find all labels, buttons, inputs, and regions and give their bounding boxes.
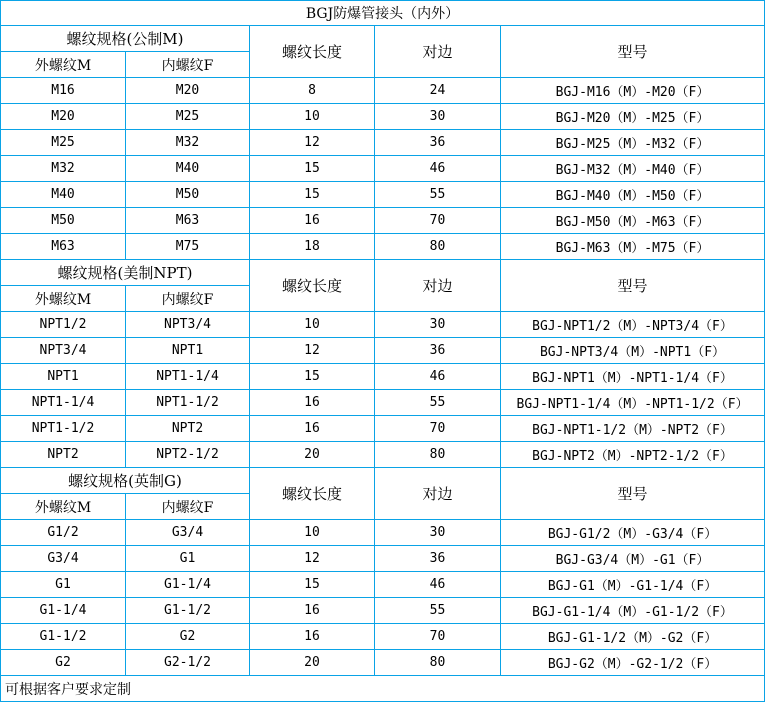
- across-flats-cell: 46: [375, 572, 501, 598]
- section-header-row: [1, 26, 765, 52]
- thread-spec-label: 螺纹规格(公制M): [1, 26, 250, 52]
- across-flats-header: 对边: [375, 468, 501, 520]
- table-row: [1, 130, 765, 156]
- model-cell: BGJ-M40（M）-M50（F）: [501, 182, 765, 208]
- table-row: [1, 234, 765, 260]
- female-thread-cell: NPT2: [126, 416, 250, 442]
- section-header-row: [1, 260, 765, 286]
- thread-length-cell: 16: [250, 624, 375, 650]
- male-thread-cell: G1/2: [1, 520, 126, 546]
- female-thread-cell: NPT3/4: [126, 312, 250, 338]
- thread-length-cell: 15: [250, 156, 375, 182]
- customization-note: 可根据客户要求定制: [1, 676, 765, 702]
- model-header: 型号: [501, 26, 765, 78]
- male-thread-cell: G2: [1, 650, 126, 676]
- female-thread-cell: M50: [126, 182, 250, 208]
- across-flats-cell: 70: [375, 624, 501, 650]
- across-flats-cell: 70: [375, 208, 501, 234]
- male-thread-cell: M32: [1, 156, 126, 182]
- thread-length-cell: 15: [250, 364, 375, 390]
- thread-length-cell: 10: [250, 104, 375, 130]
- thread-length-cell: 16: [250, 208, 375, 234]
- across-flats-header: 对边: [375, 26, 501, 78]
- table-row: [1, 78, 765, 104]
- table-row: [1, 624, 765, 650]
- table-row: [1, 104, 765, 130]
- table-row: [1, 208, 765, 234]
- male-thread-header: 外螺纹M: [1, 286, 126, 312]
- female-thread-cell: G1-1/2: [126, 598, 250, 624]
- female-thread-header: 内螺纹F: [126, 52, 250, 78]
- across-flats-cell: 80: [375, 442, 501, 468]
- across-flats-cell: 80: [375, 234, 501, 260]
- across-flats-cell: 46: [375, 364, 501, 390]
- across-flats-cell: 55: [375, 390, 501, 416]
- table-row: [1, 390, 765, 416]
- female-thread-cell: G2: [126, 624, 250, 650]
- across-flats-cell: 46: [375, 156, 501, 182]
- table-row: [1, 312, 765, 338]
- thread-length-header: 螺纹长度: [250, 26, 375, 78]
- thread-length-cell: 12: [250, 130, 375, 156]
- across-flats-cell: 55: [375, 182, 501, 208]
- table-row: [1, 572, 765, 598]
- model-cell: BGJ-M20（M）-M25（F）: [501, 104, 765, 130]
- thread-length-cell: 10: [250, 520, 375, 546]
- model-header: 型号: [501, 468, 765, 520]
- model-cell: BGJ-G1/2（M）-G3/4（F）: [501, 520, 765, 546]
- male-thread-cell: M40: [1, 182, 126, 208]
- model-cell: BGJ-G1（M）-G1-1/4（F）: [501, 572, 765, 598]
- female-thread-cell: NPT1-1/2: [126, 390, 250, 416]
- table-row: [1, 156, 765, 182]
- thread-length-cell: 12: [250, 338, 375, 364]
- model-cell: BGJ-G1-1/4（M）-G1-1/2（F）: [501, 598, 765, 624]
- male-thread-cell: NPT1-1/4: [1, 390, 126, 416]
- table-row: [1, 598, 765, 624]
- model-cell: BGJ-G1-1/2（M）-G2（F）: [501, 624, 765, 650]
- female-thread-cell: M20: [126, 78, 250, 104]
- model-cell: BGJ-NPT1/2（M）-NPT3/4（F）: [501, 312, 765, 338]
- male-thread-cell: M25: [1, 130, 126, 156]
- female-thread-cell: NPT1-1/4: [126, 364, 250, 390]
- across-flats-cell: 55: [375, 598, 501, 624]
- table-title: BGJ防爆管接头（内外）: [1, 1, 765, 26]
- model-cell: BGJ-NPT1-1/4（M）-NPT1-1/2（F）: [501, 390, 765, 416]
- table-row: [1, 338, 765, 364]
- female-thread-header: 内螺纹F: [126, 494, 250, 520]
- table-row: [1, 650, 765, 676]
- section-header-row: [1, 468, 765, 494]
- male-thread-cell: NPT1: [1, 364, 126, 390]
- thread-length-cell: 20: [250, 442, 375, 468]
- male-thread-cell: M63: [1, 234, 126, 260]
- female-thread-cell: G2-1/2: [126, 650, 250, 676]
- thread-length-cell: 18: [250, 234, 375, 260]
- male-thread-cell: G3/4: [1, 546, 126, 572]
- model-cell: BGJ-NPT1-1/2（M）-NPT2（F）: [501, 416, 765, 442]
- thread-length-header: 螺纹长度: [250, 260, 375, 312]
- model-cell: BGJ-NPT3/4（M）-NPT1（F）: [501, 338, 765, 364]
- thread-length-cell: 16: [250, 598, 375, 624]
- female-thread-cell: M32: [126, 130, 250, 156]
- male-thread-cell: G1-1/4: [1, 598, 126, 624]
- across-flats-cell: 30: [375, 520, 501, 546]
- model-cell: BGJ-M63（M）-M75（F）: [501, 234, 765, 260]
- male-thread-cell: NPT1-1/2: [1, 416, 126, 442]
- model-cell: BGJ-G3/4（M）-G1（F）: [501, 546, 765, 572]
- thread-length-cell: 12: [250, 546, 375, 572]
- male-thread-cell: G1: [1, 572, 126, 598]
- model-header: 型号: [501, 260, 765, 312]
- across-flats-cell: 70: [375, 416, 501, 442]
- across-flats-cell: 30: [375, 104, 501, 130]
- table-row: [1, 520, 765, 546]
- female-thread-cell: M63: [126, 208, 250, 234]
- female-thread-cell: NPT2-1/2: [126, 442, 250, 468]
- male-thread-header: 外螺纹M: [1, 494, 126, 520]
- table-row: [1, 182, 765, 208]
- model-cell: BGJ-G2（M）-G2-1/2（F）: [501, 650, 765, 676]
- table-row: [1, 416, 765, 442]
- note-row: [1, 676, 765, 702]
- male-thread-header: 外螺纹M: [1, 52, 126, 78]
- female-thread-cell: M75: [126, 234, 250, 260]
- across-flats-cell: 36: [375, 546, 501, 572]
- thread-length-header: 螺纹长度: [250, 468, 375, 520]
- male-thread-cell: M20: [1, 104, 126, 130]
- female-thread-cell: G1: [126, 546, 250, 572]
- model-cell: BGJ-M50（M）-M63（F）: [501, 208, 765, 234]
- across-flats-cell: 24: [375, 78, 501, 104]
- male-thread-cell: G1-1/2: [1, 624, 126, 650]
- model-cell: BGJ-M32（M）-M40（F）: [501, 156, 765, 182]
- table-row: [1, 442, 765, 468]
- spec-table-body: [1, 1, 765, 702]
- thread-spec-label: 螺纹规格(英制G): [1, 468, 250, 494]
- across-flats-header: 对边: [375, 260, 501, 312]
- male-thread-cell: M50: [1, 208, 126, 234]
- model-cell: BGJ-NPT1（M）-NPT1-1/4（F）: [501, 364, 765, 390]
- male-thread-cell: M16: [1, 78, 126, 104]
- male-thread-cell: NPT3/4: [1, 338, 126, 364]
- thread-length-cell: 20: [250, 650, 375, 676]
- thread-length-cell: 8: [250, 78, 375, 104]
- thread-length-cell: 10: [250, 312, 375, 338]
- thread-length-cell: 16: [250, 416, 375, 442]
- female-thread-header: 内螺纹F: [126, 286, 250, 312]
- female-thread-cell: G3/4: [126, 520, 250, 546]
- thread-length-cell: 15: [250, 572, 375, 598]
- female-thread-cell: G1-1/4: [126, 572, 250, 598]
- female-thread-cell: M40: [126, 156, 250, 182]
- model-cell: BGJ-NPT2（M）-NPT2-1/2（F）: [501, 442, 765, 468]
- male-thread-cell: NPT1/2: [1, 312, 126, 338]
- across-flats-cell: 30: [375, 312, 501, 338]
- title-row: [1, 1, 765, 26]
- across-flats-cell: 36: [375, 130, 501, 156]
- thread-length-cell: 15: [250, 182, 375, 208]
- model-cell: BGJ-M25（M）-M32（F）: [501, 130, 765, 156]
- female-thread-cell: M25: [126, 104, 250, 130]
- thread-length-cell: 16: [250, 390, 375, 416]
- thread-spec-label: 螺纹规格(美制NPT): [1, 260, 250, 286]
- table-row: [1, 364, 765, 390]
- male-thread-cell: NPT2: [1, 442, 126, 468]
- across-flats-cell: 80: [375, 650, 501, 676]
- across-flats-cell: 36: [375, 338, 501, 364]
- female-thread-cell: NPT1: [126, 338, 250, 364]
- model-cell: BGJ-M16（M）-M20（F）: [501, 78, 765, 104]
- table-row: [1, 546, 765, 572]
